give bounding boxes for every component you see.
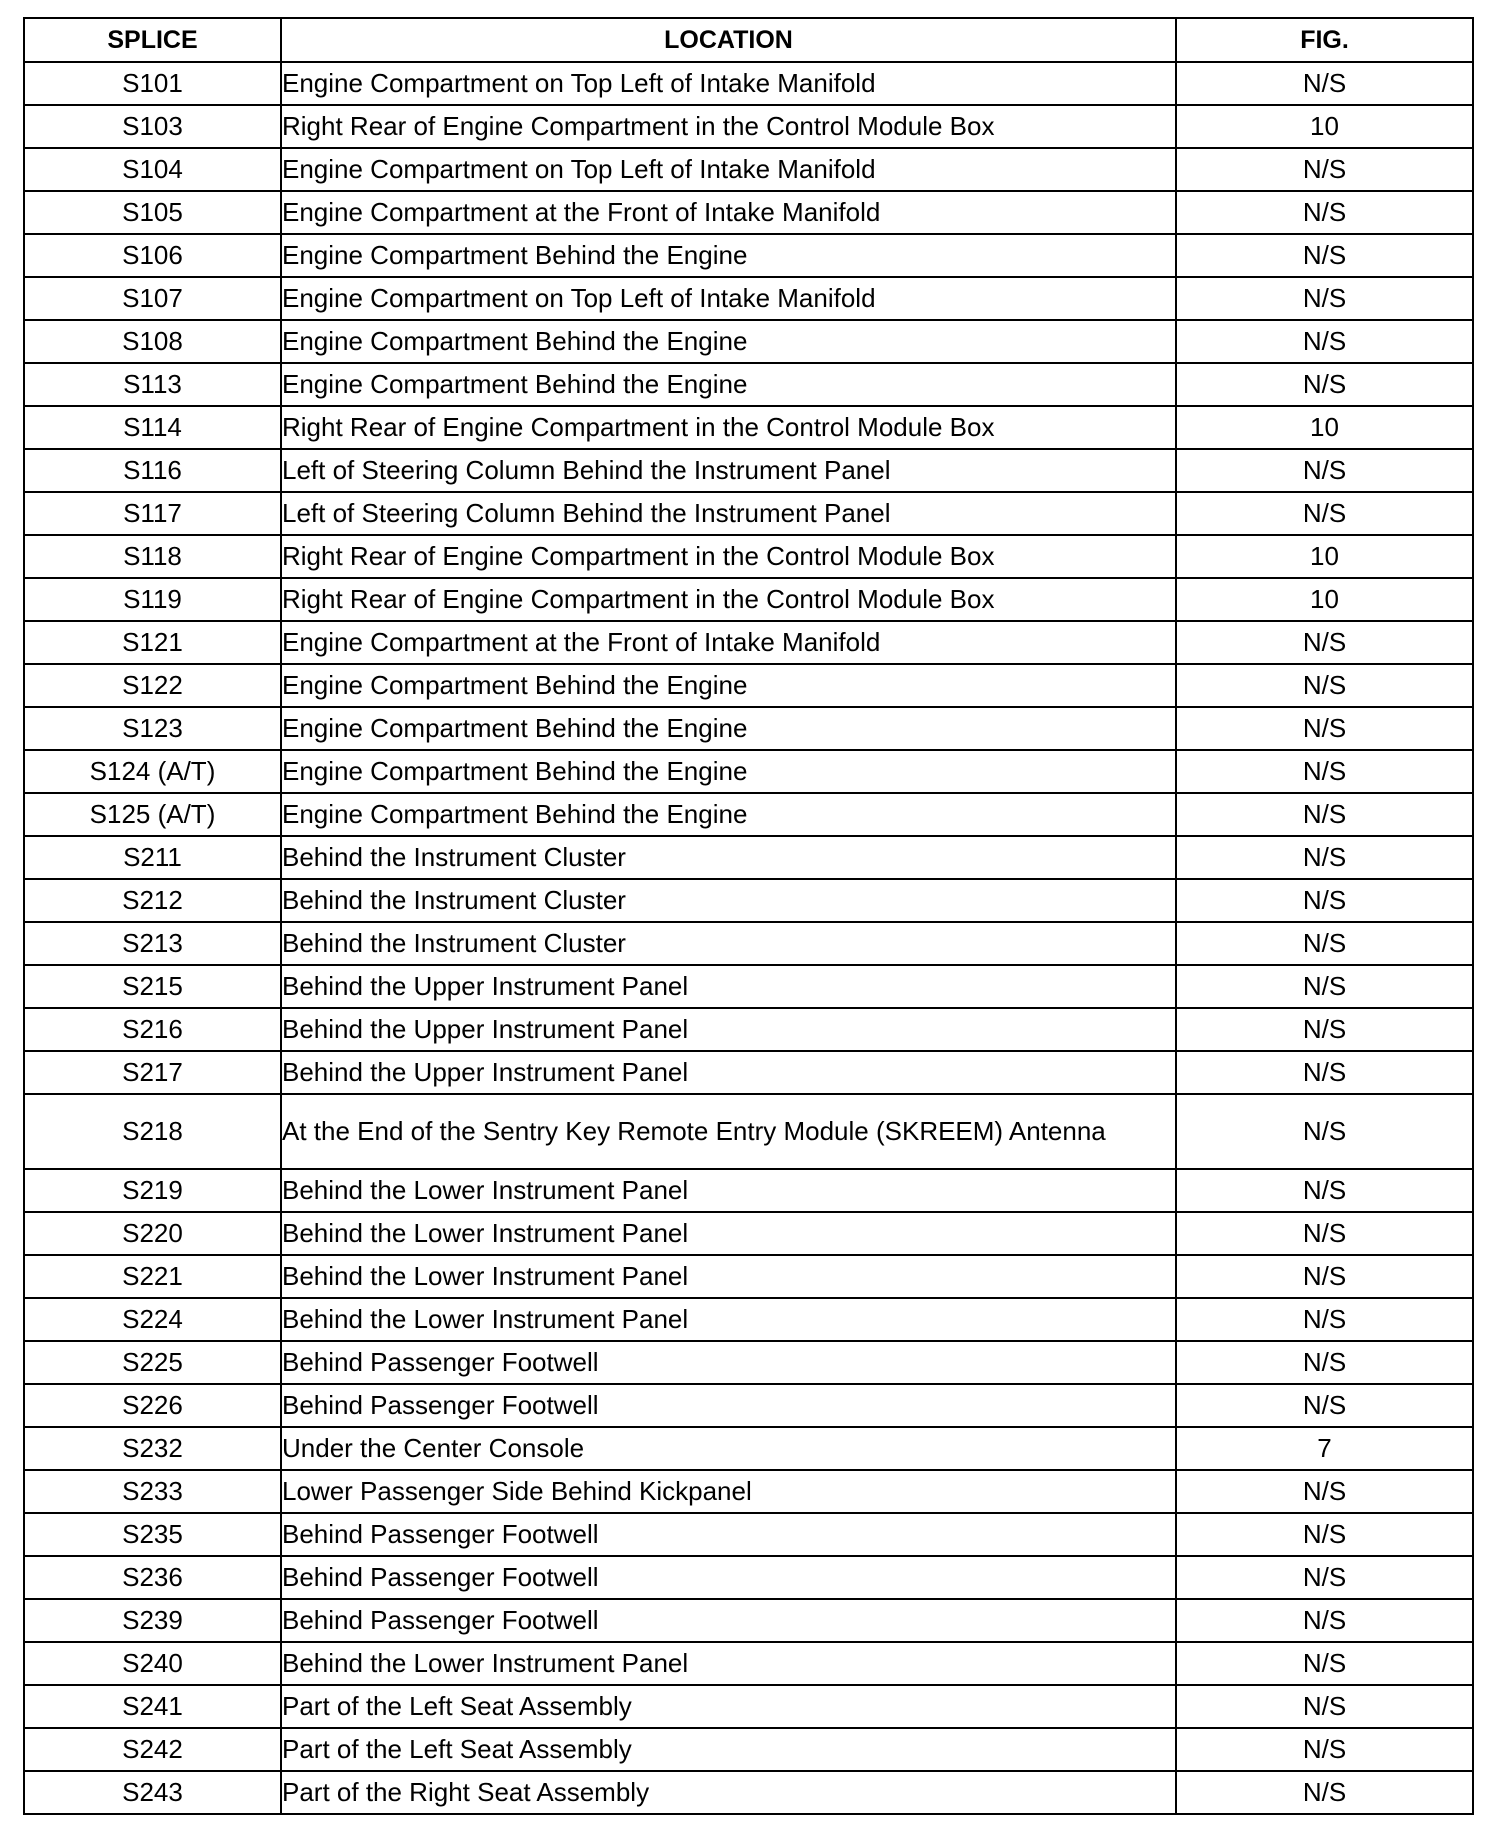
splice-cell: S221 <box>24 1255 281 1298</box>
location-cell: Engine Compartment on Top Left of Intake Manifold <box>281 277 1176 320</box>
splice-location-sheet <box>23 17 1472 1815</box>
location-cell: Left of Steering Column Behind the Instrument Panel <box>281 449 1176 492</box>
location-cell: Behind Passenger Footwell <box>281 1513 1176 1556</box>
fig-cell: N/S <box>1176 1212 1473 1255</box>
location-cell: Behind the Lower Instrument Panel <box>281 1298 1176 1341</box>
fig-cell: N/S <box>1176 879 1473 922</box>
table-row <box>24 1094 1473 1169</box>
table-row <box>24 750 1473 793</box>
table-row <box>24 578 1473 621</box>
fig-cell: N/S <box>1176 965 1473 1008</box>
table-row <box>24 793 1473 836</box>
splice-cell: S119 <box>24 578 281 621</box>
location-cell: Behind the Instrument Cluster <box>281 836 1176 879</box>
location-cell: Right Rear of Engine Compartment in the Control Module Box <box>281 105 1176 148</box>
table-row <box>24 836 1473 879</box>
table-row <box>24 1642 1473 1685</box>
column-header-location: LOCATION <box>281 18 1176 62</box>
location-cell: Engine Compartment Behind the Engine <box>281 664 1176 707</box>
fig-cell: N/S <box>1176 1008 1473 1051</box>
splice-cell: S106 <box>24 234 281 277</box>
splice-cell: S114 <box>24 406 281 449</box>
splice-cell: S224 <box>24 1298 281 1341</box>
splice-cell: S101 <box>24 62 281 105</box>
table-row <box>24 1341 1473 1384</box>
splice-cell: S216 <box>24 1008 281 1051</box>
table-row <box>24 1556 1473 1599</box>
splice-cell: S217 <box>24 1051 281 1094</box>
fig-cell: N/S <box>1176 191 1473 234</box>
location-cell: Engine Compartment Behind the Engine <box>281 234 1176 277</box>
fig-cell: N/S <box>1176 1341 1473 1384</box>
splice-cell: S125 (A/T) <box>24 793 281 836</box>
table-row <box>24 277 1473 320</box>
fig-cell: N/S <box>1176 1556 1473 1599</box>
fig-cell: 10 <box>1176 406 1473 449</box>
table-body <box>24 62 1473 1814</box>
table-row <box>24 922 1473 965</box>
location-cell: Engine Compartment on Top Left of Intake Manifold <box>281 62 1176 105</box>
fig-cell: N/S <box>1176 320 1473 363</box>
splice-cell: S233 <box>24 1470 281 1513</box>
splice-cell: S241 <box>24 1685 281 1728</box>
splice-cell: S220 <box>24 1212 281 1255</box>
splice-cell: S117 <box>24 492 281 535</box>
fig-cell: N/S <box>1176 664 1473 707</box>
location-cell: At the End of the Sentry Key Remote Entry Module (SKREEM) Antenna <box>281 1094 1176 1169</box>
fig-cell: 10 <box>1176 105 1473 148</box>
location-cell: Under the Center Console <box>281 1427 1176 1470</box>
location-cell: Left of Steering Column Behind the Instrument Panel <box>281 492 1176 535</box>
location-cell: Part of the Right Seat Assembly <box>281 1771 1176 1814</box>
column-header-fig: FIG. <box>1176 18 1473 62</box>
splice-cell: S239 <box>24 1599 281 1642</box>
fig-cell: 7 <box>1176 1427 1473 1470</box>
fig-cell: N/S <box>1176 1771 1473 1814</box>
fig-cell: N/S <box>1176 148 1473 191</box>
fig-cell: N/S <box>1176 1728 1473 1771</box>
location-cell: Behind Passenger Footwell <box>281 1341 1176 1384</box>
location-cell: Part of the Left Seat Assembly <box>281 1728 1176 1771</box>
fig-cell: N/S <box>1176 1470 1473 1513</box>
location-cell: Engine Compartment at the Front of Intake Manifold <box>281 621 1176 664</box>
location-cell: Right Rear of Engine Compartment in the Control Module Box <box>281 535 1176 578</box>
table-row <box>24 234 1473 277</box>
fig-cell: N/S <box>1176 1051 1473 1094</box>
table-row <box>24 1212 1473 1255</box>
splice-cell: S218 <box>24 1094 281 1169</box>
table-row <box>24 1051 1473 1094</box>
location-cell: Engine Compartment Behind the Engine <box>281 320 1176 363</box>
splice-cell: S121 <box>24 621 281 664</box>
table-row <box>24 492 1473 535</box>
table-header-row <box>24 18 1473 62</box>
fig-cell: 10 <box>1176 535 1473 578</box>
table-row <box>24 1470 1473 1513</box>
fig-cell: N/S <box>1176 922 1473 965</box>
fig-cell: N/S <box>1176 234 1473 277</box>
table-row <box>24 1008 1473 1051</box>
fig-cell: N/S <box>1176 1298 1473 1341</box>
splice-cell: S242 <box>24 1728 281 1771</box>
location-cell: Behind the Lower Instrument Panel <box>281 1169 1176 1212</box>
fig-cell: N/S <box>1176 492 1473 535</box>
splice-cell: S219 <box>24 1169 281 1212</box>
splice-cell: S240 <box>24 1642 281 1685</box>
fig-cell: N/S <box>1176 1094 1473 1169</box>
table-row <box>24 879 1473 922</box>
table-row <box>24 1513 1473 1556</box>
table-row <box>24 191 1473 234</box>
table-row <box>24 1298 1473 1341</box>
splice-cell: S225 <box>24 1341 281 1384</box>
splice-cell: S118 <box>24 535 281 578</box>
splice-cell: S105 <box>24 191 281 234</box>
table-row <box>24 320 1473 363</box>
fig-cell: N/S <box>1176 1513 1473 1556</box>
splice-cell: S107 <box>24 277 281 320</box>
splice-cell: S108 <box>24 320 281 363</box>
splice-cell: S213 <box>24 922 281 965</box>
table-row <box>24 664 1473 707</box>
fig-cell: N/S <box>1176 363 1473 406</box>
location-cell: Engine Compartment Behind the Engine <box>281 793 1176 836</box>
fig-cell: N/S <box>1176 1169 1473 1212</box>
fig-cell: N/S <box>1176 1384 1473 1427</box>
location-cell: Behind the Instrument Cluster <box>281 879 1176 922</box>
location-cell: Right Rear of Engine Compartment in the Control Module Box <box>281 578 1176 621</box>
splice-cell: S104 <box>24 148 281 191</box>
splice-cell: S212 <box>24 879 281 922</box>
location-cell: Behind Passenger Footwell <box>281 1599 1176 1642</box>
location-cell: Right Rear of Engine Compartment in the Control Module Box <box>281 406 1176 449</box>
location-cell: Behind Passenger Footwell <box>281 1556 1176 1599</box>
table-row <box>24 707 1473 750</box>
splice-cell: S215 <box>24 965 281 1008</box>
fig-cell: N/S <box>1176 449 1473 492</box>
column-header-splice: SPLICE <box>24 18 281 62</box>
location-cell: Engine Compartment on Top Left of Intake Manifold <box>281 148 1176 191</box>
location-cell: Behind the Lower Instrument Panel <box>281 1642 1176 1685</box>
fig-cell: 10 <box>1176 578 1473 621</box>
fig-cell: N/S <box>1176 62 1473 105</box>
table-row <box>24 1685 1473 1728</box>
location-cell: Engine Compartment Behind the Engine <box>281 750 1176 793</box>
location-cell: Lower Passenger Side Behind Kickpanel <box>281 1470 1176 1513</box>
table-row <box>24 1384 1473 1427</box>
table-row <box>24 1771 1473 1814</box>
fig-cell: N/S <box>1176 1642 1473 1685</box>
location-cell: Behind the Lower Instrument Panel <box>281 1212 1176 1255</box>
location-cell: Behind the Lower Instrument Panel <box>281 1255 1176 1298</box>
splice-cell: S211 <box>24 836 281 879</box>
location-cell: Engine Compartment at the Front of Intake Manifold <box>281 191 1176 234</box>
table-row <box>24 1599 1473 1642</box>
splice-location-table <box>23 17 1474 1815</box>
splice-cell: S124 (A/T) <box>24 750 281 793</box>
splice-cell: S235 <box>24 1513 281 1556</box>
splice-cell: S113 <box>24 363 281 406</box>
location-cell: Behind the Instrument Cluster <box>281 922 1176 965</box>
table-row <box>24 1728 1473 1771</box>
splice-cell: S226 <box>24 1384 281 1427</box>
table-row <box>24 621 1473 664</box>
location-cell: Behind the Upper Instrument Panel <box>281 965 1176 1008</box>
splice-cell: S232 <box>24 1427 281 1470</box>
table-row <box>24 449 1473 492</box>
table-row <box>24 105 1473 148</box>
fig-cell: N/S <box>1176 793 1473 836</box>
fig-cell: N/S <box>1176 1255 1473 1298</box>
table-row <box>24 965 1473 1008</box>
location-cell: Behind Passenger Footwell <box>281 1384 1176 1427</box>
table-row <box>24 363 1473 406</box>
splice-cell: S243 <box>24 1771 281 1814</box>
splice-cell: S116 <box>24 449 281 492</box>
splice-cell: S236 <box>24 1556 281 1599</box>
table-row <box>24 148 1473 191</box>
splice-cell: S123 <box>24 707 281 750</box>
fig-cell: N/S <box>1176 836 1473 879</box>
fig-cell: N/S <box>1176 277 1473 320</box>
table-row <box>24 1427 1473 1470</box>
location-cell: Behind the Upper Instrument Panel <box>281 1051 1176 1094</box>
splice-cell: S103 <box>24 105 281 148</box>
location-cell: Part of the Left Seat Assembly <box>281 1685 1176 1728</box>
fig-cell: N/S <box>1176 707 1473 750</box>
fig-cell: N/S <box>1176 750 1473 793</box>
fig-cell: N/S <box>1176 1599 1473 1642</box>
table-row <box>24 1169 1473 1212</box>
location-cell: Engine Compartment Behind the Engine <box>281 363 1176 406</box>
fig-cell: N/S <box>1176 621 1473 664</box>
table-row <box>24 1255 1473 1298</box>
table-row <box>24 406 1473 449</box>
location-cell: Engine Compartment Behind the Engine <box>281 707 1176 750</box>
table-row <box>24 62 1473 105</box>
location-cell: Behind the Upper Instrument Panel <box>281 1008 1176 1051</box>
splice-cell: S122 <box>24 664 281 707</box>
fig-cell: N/S <box>1176 1685 1473 1728</box>
table-row <box>24 535 1473 578</box>
